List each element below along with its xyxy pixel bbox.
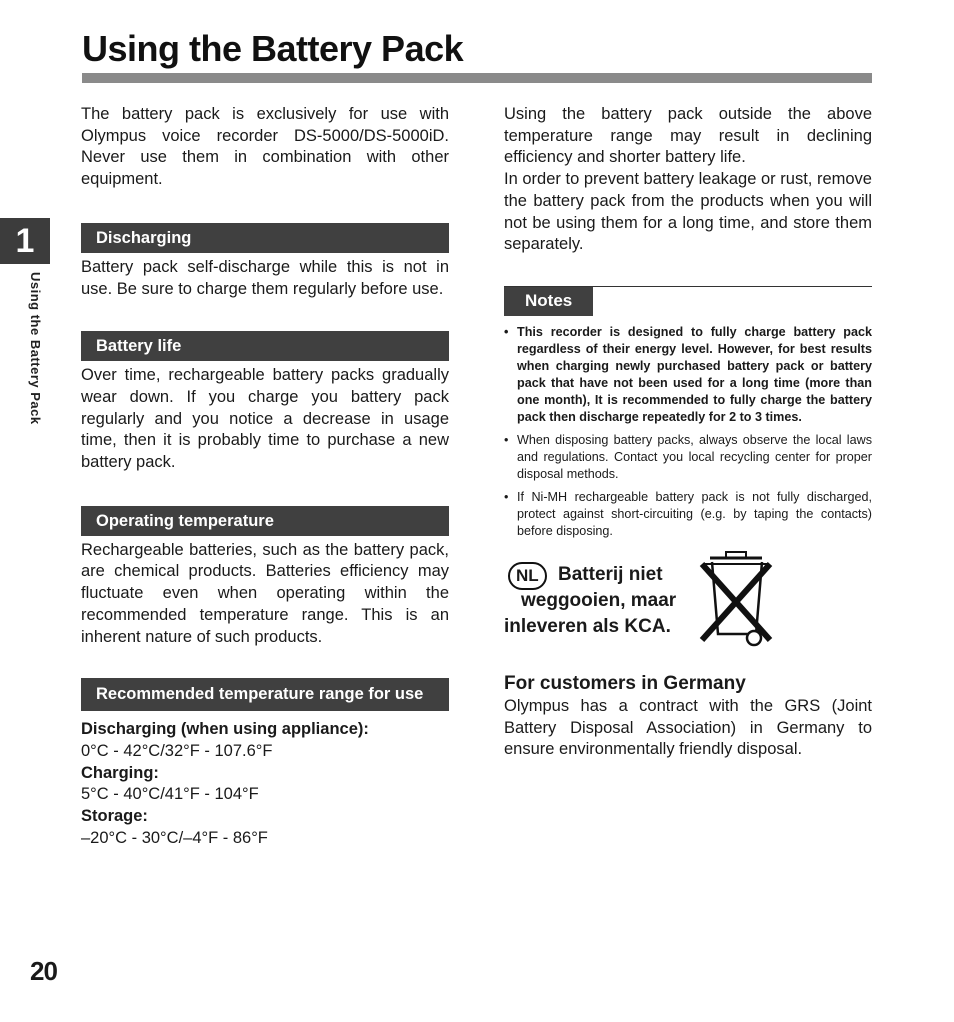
note-item bbox=[504, 324, 872, 426]
nl-notice-line-3: inleveren als KCA. bbox=[504, 615, 671, 637]
nl-notice-line-1: Batterij niet bbox=[558, 563, 663, 585]
storage-advice-paragraph: In order to prevent battery leakage or rust, remove the battery pack from the products when you will not be using them for a long time, and store them separately. bbox=[504, 170, 872, 254]
discharging-text: Battery pack self-discharge while this is not in use. Be sure to charge them regularly before use. bbox=[81, 257, 449, 298]
temperature-warning-paragraph: Using the battery pack outside the above temperature range may result in declining efficiency and shorter battery life. bbox=[504, 105, 872, 167]
battery-life-heading: Battery life bbox=[81, 331, 449, 361]
left-column bbox=[81, 104, 449, 849]
crossed-out-bin-icon bbox=[696, 548, 778, 648]
operating-temperature-heading: Operating temperature bbox=[81, 506, 449, 536]
page-title: Using the Battery Pack bbox=[82, 28, 464, 69]
bullet-icon: • bbox=[504, 324, 509, 339]
note-text: If Ni-MH rechargeable battery pack is not fully discharged, protect against short-circuiting (e.g. by taping the contacts) before disposing. bbox=[517, 489, 872, 538]
note-text: This recorder is designed to fully charge battery pack regardless of their energy level. However, for best results when charging newly purchased battery pack or battery pack that have not been used for a long time (more than one month), It is recommended to fully charge the battery pack then discharge repeatedly for 2 to 3 times. bbox=[517, 324, 872, 424]
germany-heading: For customers in Germany bbox=[504, 672, 746, 694]
recommended-range-heading: Recommended temperature range for use bbox=[81, 678, 449, 711]
spec-label-storage: Storage: bbox=[81, 807, 148, 826]
right-column bbox=[504, 104, 872, 761]
note-item bbox=[504, 432, 872, 483]
note-text: When disposing battery packs, always observe the local laws and regulations. Contact you local recycling center for proper disposal methods. bbox=[517, 432, 872, 481]
side-chapter-label: Using the Battery Pack bbox=[28, 272, 43, 425]
page-number: 20 bbox=[30, 956, 57, 986]
nl-disposal-notice bbox=[504, 556, 872, 656]
battery-life-text: Over time, rechargeable battery packs gradually wear down. If you charge you battery pack regularly and you notice a decrease in usage time, then it is probably time to purchase a new battery pack. bbox=[81, 366, 449, 472]
spec-label-charging: Charging: bbox=[81, 763, 159, 782]
intro-paragraph: The battery pack is exclusively for use with Olympus voice recorder DS-5000/DS-5000iD. Never use them in combination with other equipment. bbox=[81, 105, 449, 189]
notes-list bbox=[504, 324, 872, 540]
bullet-icon: • bbox=[504, 489, 509, 504]
nl-country-badge: NL bbox=[508, 562, 547, 590]
bullet-icon: • bbox=[504, 432, 509, 447]
spec-value-discharging: 0°C - 42°C/32°F - 107.6°F bbox=[81, 741, 273, 760]
temperature-spec-list bbox=[81, 719, 449, 849]
germany-text: Olympus has a contract with the GRS (Joint Battery Disposal Association) in Germany to ensure environmentally friendly disposal. bbox=[504, 696, 872, 759]
chapter-tab: 1 bbox=[0, 218, 50, 264]
title-divider-bar bbox=[82, 73, 872, 83]
spec-value-storage: –20°C - 30°C/–4°F - 86°F bbox=[81, 828, 268, 847]
nl-notice-line-2: weggooien, maar bbox=[521, 589, 677, 611]
spec-value-charging: 5°C - 40°C/41°F - 104°F bbox=[81, 785, 259, 804]
discharging-heading: Discharging bbox=[81, 223, 449, 253]
operating-temperature-text: Rechargeable batteries, such as the battery pack, are chemical products. Batteries efficiency may fluctuate even when operating within the recommended temperature range. This is an inherent nature of such products. bbox=[81, 540, 449, 646]
spec-label-discharging: Discharging (when using appliance): bbox=[81, 720, 369, 739]
notes-header-row bbox=[504, 286, 872, 316]
notes-heading: Notes bbox=[504, 287, 593, 316]
note-item bbox=[504, 489, 872, 540]
